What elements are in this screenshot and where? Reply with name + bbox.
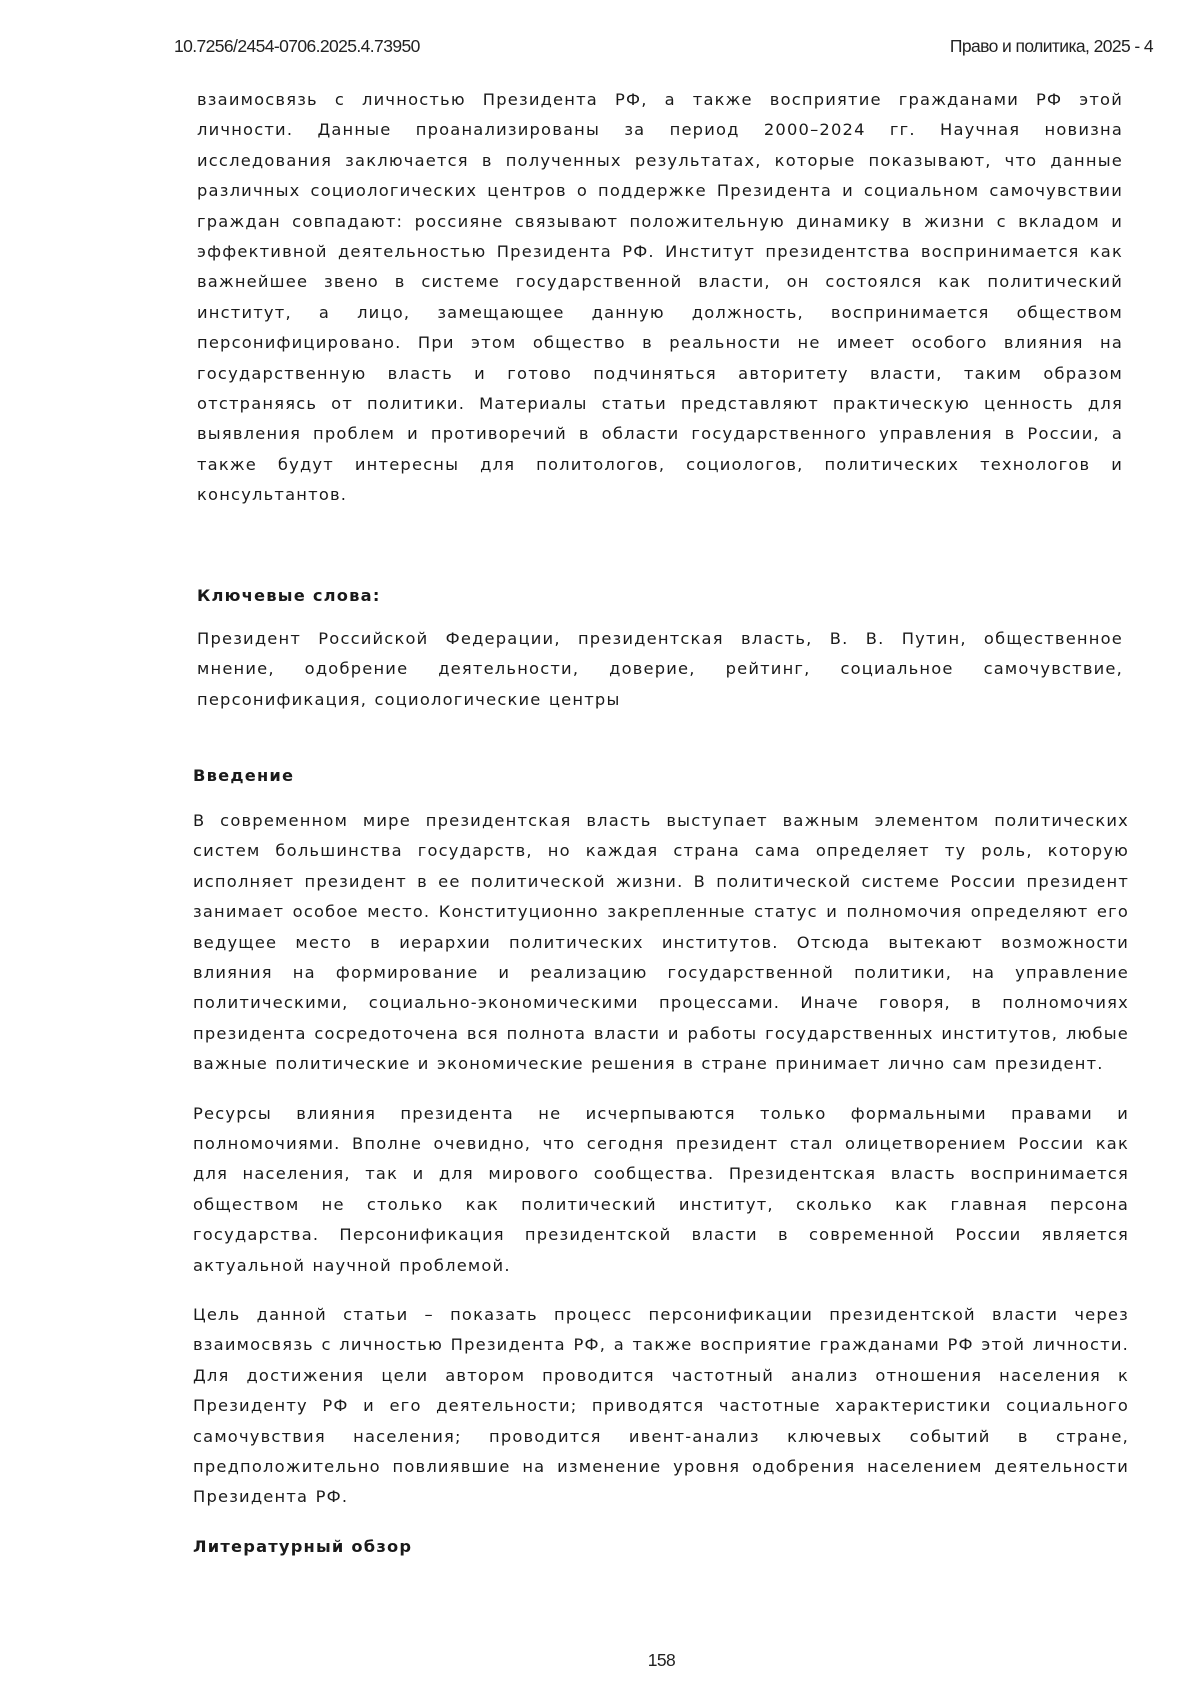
literature-review-heading: Литературный обзор (193, 1532, 1129, 1562)
keywords-heading: Ключевые слова: (197, 581, 1129, 611)
introduction-paragraph-1: В современном мире президентская власть выступает важным элементом политических систем большинства государств, но каждая страна сама определяет ту роль, которую исполняет президент в ее политической жизни. В политической системе России президент занимает особое место. Конституционно закрепленные статус и полномочия определяют его ведущее место в иерархии политических институтов. Отсюда вытекают возможности влияния на формирование и реализацию государственной политики, на управление политическими, социально-экономическими процессами. Иначе говоря, в полномочиях президента сосредоточена вся полнота власти и работы государственных институтов, любые важные политические и экономические решения в стране принимает лично сам президент. (193, 806, 1129, 1080)
page-header (174, 36, 1153, 60)
keywords-list: Президент Российской Федерации, президентская власть, В. В. Путин, общественное мнение, одобрение деятельности, доверие, рейтинг, социальное самочувствие, персонификация, социологические центры (197, 624, 1123, 715)
page-number: 158 (0, 1650, 1200, 1671)
introduction-paragraph-3: Цель данной статьи – показать процесс персонификации президентской власти через взаимосвязь с личностью Президента РФ, а также восприятие гражданами РФ этой личности. Для достижения цели автором проводится частотный анализ отношения населения к Президенту РФ и его деятельности; приводятся частотные характеристики социального самочувствия населения; проводится ивент-анализ ключевых событий в стране, предположительно повлиявшие на изменение уровня одобрения населением деятельности Президента РФ. (193, 1300, 1129, 1513)
article-body (193, 85, 1129, 1562)
journal-issue-label: Право и политика, 2025 - 4 (950, 36, 1153, 57)
abstract-continuation: взаимосвязь с личностью Президента РФ, а также восприятие гражданами РФ этой личности. Данные проанализированы за период 2000–2024 гг. Научная новизна исследования заключается в полученных результатах, которые показывают, что данные различных социологических центров о поддержке Президента и социальном самочувствии граждан совпадают: россияне связывают положительную динамику в жизни с вкладом и эффективной деятельностью Президента РФ. Институт президентства воспринимается как важнейшее звено в системе государственной власти, он состоялся как политический институт, а лицо, замещающее данную должность, воспринимается обществом персонифицировано. При этом общество в реальности не имеет особого влияния на государственную власть и готово подчиняться авторитету власти, таким образом отстраняясь от политики. Материалы статьи представляют практическую ценность для выявления проблем и противоречий в области государственного управления в России, а также будут интересны для политологов, социологов, политических технологов и консультантов. (197, 85, 1123, 511)
introduction-paragraph-2: Ресурсы влияния президента не исчерпываются только формальными правами и полномочиями. Вполне очевидно, что сегодня президент стал олицетворением России как для населения, так и для мирового сообщества. Президентская власть воспринимается обществом не столько как политический институт, сколько как главная персона государства. Персонификация президентской власти в современной России является актуальной научной проблемой. (193, 1099, 1129, 1281)
introduction-heading: Введение (193, 761, 1129, 791)
doi-label: 10.7256/2454-0706.2025.4.73950 (174, 36, 420, 57)
